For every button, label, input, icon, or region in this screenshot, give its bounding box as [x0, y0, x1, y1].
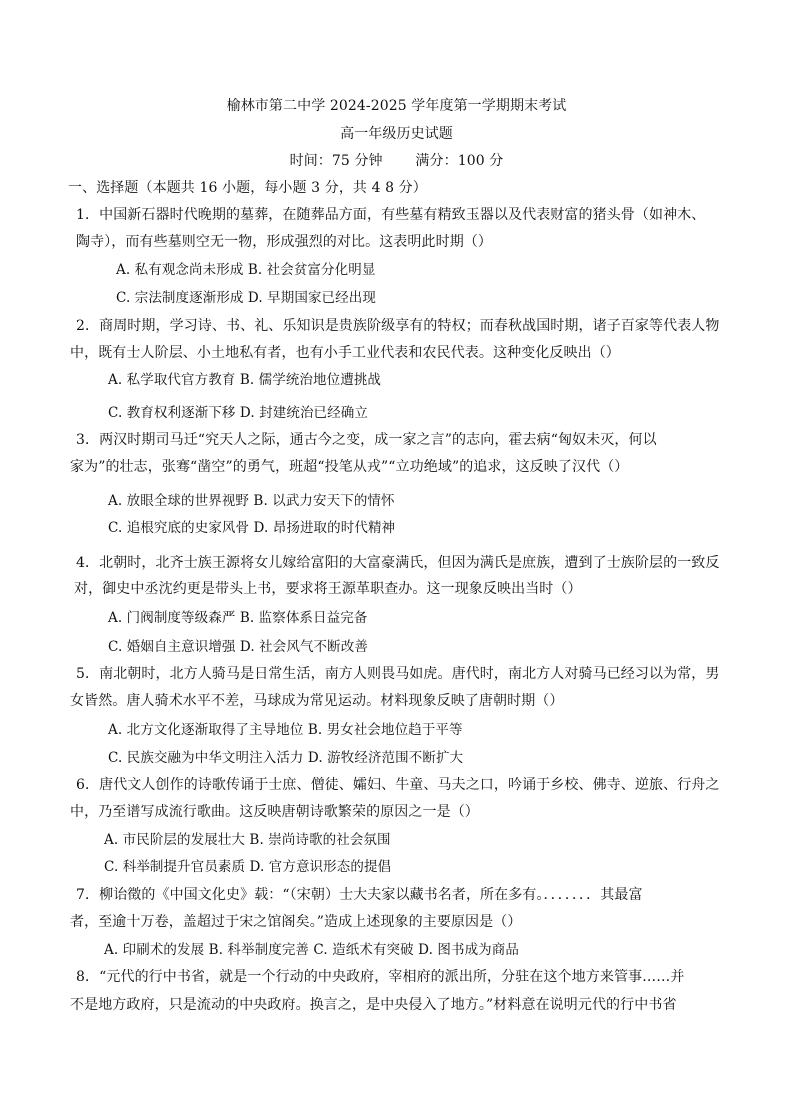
question-6-stem-line-1: 6．唐代文人创作的诗歌传诵于士庶、僧徒、孀妇、牛童、马夫之口，吟诵于乡校、佛寺、逆旅、行舟之	[76, 777, 720, 793]
question-5-stem-line-1: 5．南北朝时，北方人骑马是日常生活，南方人则畏马如虎。唐代时，南北方人对骑马已经习以为常，男	[76, 666, 720, 682]
question-4-stem-line-2: 对，御史中丞沈约更是带头上书，要求将王源革职查办。这一现象反映出当时（）	[74, 581, 582, 597]
question-1-options-ab: A. 私有观念尚未形成 B. 社会贫富分化明显	[116, 262, 376, 278]
question-1-stem-line-2: 陶寺），而有些墓则空无一物，形成强烈的对比。这表明此时期（）	[76, 234, 492, 250]
question-7-stem-line-1: 7．柳诒徵的《中国文化史》载：“（宋朝）士大夫家以藏书名者，所在多有。．．．．．．．其最富	[76, 887, 643, 903]
question-4-stem-line-1: 4．北朝时，北齐士族王源将女儿嫁给富阳的大富豪满氏，但因为满氏是庶族，遭到了士族阶层的一致反	[76, 555, 720, 571]
question-2-options-ab: A. 私学取代官方教育 B. 儒学统治地位遭挑战	[108, 372, 382, 388]
question-5-options-ab: A. 北方文化逐渐取得了主导地位 B. 男女社会地位趋于平等	[108, 722, 463, 738]
question-2-options-cd: C. 教育权利逐渐下移 D. 封建统治已经确立	[108, 405, 368, 421]
question-5-options-cd: C. 民族交融为中华文明注入活力 D. 游牧经济范围不断扩大	[108, 750, 464, 766]
question-1-options-cd: C. 宗法制度逐渐形成 D. 早期国家已经出现	[116, 290, 376, 306]
question-5-stem-line-2: 女皆然。唐人骑术水平不差，马球成为常见运动。材料现象反映了唐朝时期（）	[70, 693, 564, 709]
question-6-stem-line-2: 中，乃至谱写成流行歌曲。这反映唐朝诗歌繁荣的原因之一是（）	[70, 804, 479, 820]
exam-title: 榆林市第二中学 2024-2025 学年度第一学期期末考试	[226, 98, 567, 114]
question-8-stem-line-1: 8．“元代的行中书省，就是一个行动的中央政府，宰相府的派出所，分驻在这个地方来管事……并	[76, 969, 685, 985]
question-3-stem-line-1: 3．两汉时期司马迁“究天人之际，通古今之变，成一家之言”的志向，霍去病“匈奴未灭，何以	[76, 432, 657, 448]
exam-subtitle: 高一年级历史试题	[340, 126, 453, 142]
question-2-stem-line-2: 中，既有士人阶层、小土地私有者，也有小手工业代表和农民代表。这种变化反映出（）	[70, 345, 620, 361]
time-score-line: 时间：75 分钟 满分：100 分	[289, 153, 504, 169]
question-7-options: A. 印刷术的发展 B. 科举制度完善 C. 造纸术有突破 D. 图书成为商品	[104, 942, 519, 958]
question-4-options-cd: C. 婚姻自主意识增强 D. 社会风气不断改善	[108, 639, 368, 655]
question-3-options-ab: A. 放眼全球的世界视野 B. 以武力安天下的情怀	[108, 493, 395, 509]
question-6-options-ab: A. 市民阶层的发展壮大 B. 崇尚诗歌的社会氛围	[104, 832, 391, 848]
question-1-stem-line-1: 1．中国新石器时代晚期的墓葬，在随葬品方面，有些墓有精致玉器以及代表财富的猪头骨（如神木、	[76, 207, 706, 223]
question-8-stem-line-2: 不是地方政府，只是流动的中央政府。换言之，是中央侵入了地方。”材料意在说明元代的行中书省	[70, 997, 677, 1013]
question-6-options-cd: C. 科举制提升官员素质 D. 官方意识形态的提倡	[104, 859, 392, 875]
question-2-stem-line-1: 2．商周时期，学习诗、书、礼、乐知识是贵族阶级享有的特权；而春秋战国时期，诸子百家等代表人物	[76, 318, 720, 334]
question-3-stem-line-2: 家为”的壮志，张骞“凿空”的勇气，班超“投笔从戎”“立功绝域”的追求，这反映了汉代（）	[70, 459, 629, 475]
question-4-options-ab: A. 门阀制度等级森严 B. 监察体系日益完备	[108, 610, 368, 626]
section-heading: 一、选择题（本题共 16 小题，每小题 3 分，共 4 8 分）	[68, 180, 427, 196]
question-7-stem-line-2: 者，至逾十万卷，盖超过于宋之馆阁矣。”造成上述现象的主要原因是（）	[70, 914, 522, 930]
question-3-options-cd: C. 追根究底的史家风骨 D. 昂扬进取的时代精神	[108, 520, 396, 536]
